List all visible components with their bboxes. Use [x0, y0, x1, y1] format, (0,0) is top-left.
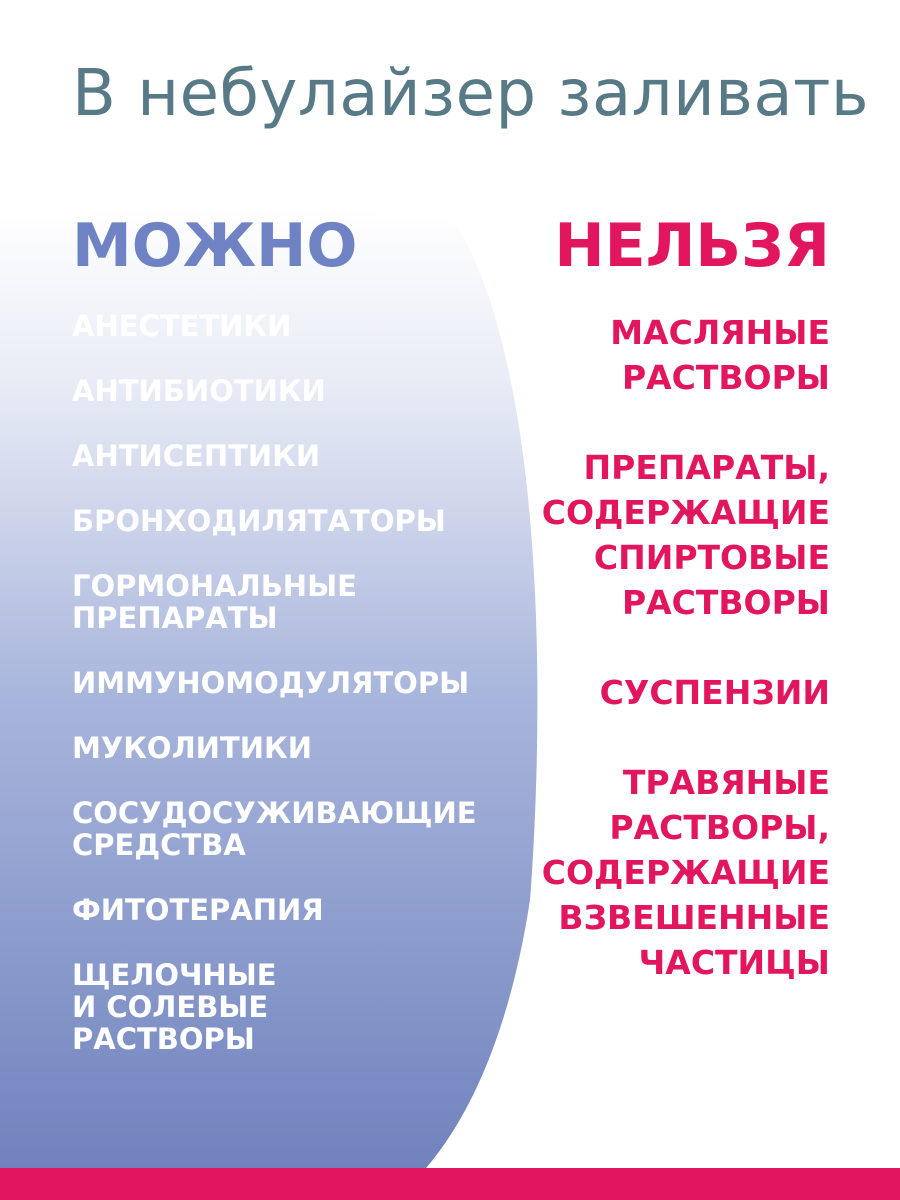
allowed-item: ГОРМОНАЛЬНЫЕ ПРЕПАРАТЫ [72, 569, 357, 635]
allowed-item: БРОНХОДИЛЯТАТОРЫ [72, 504, 446, 538]
forbidden-list [500, 310, 830, 1030]
bottom-accent-bar [0, 1168, 900, 1200]
forbidden-item: ПРЕПАРАТЫ, СОДЕРЖАЩИЕ СПИРТОВЫЕ РАСТВОРЫ [541, 448, 830, 622]
allowed-item: ФИТОТЕРАПИЯ [72, 893, 324, 927]
allowed-item: АНТИСЕПТИКИ [72, 439, 321, 473]
page-title: В небулайзер заливать [72, 57, 870, 131]
allowed-item: МУКОЛИТИКИ [72, 731, 312, 765]
allowed-list [72, 310, 492, 1088]
allowed-item: АНТИБИОТИКИ [72, 374, 326, 408]
allowed-item: ЩЕЛОЧНЫЕ И СОЛЕВЫЕ РАСТВОРЫ [72, 958, 277, 1056]
forbidden-item: МАСЛЯНЫЕ РАСТВОРЫ [610, 313, 830, 397]
allowed-item: ИММУНОМОДУЛЯТОРЫ [72, 666, 470, 700]
allowed-item: АНЕСТЕТИКИ [72, 309, 292, 343]
allowed-heading: МОЖНО [72, 211, 358, 281]
forbidden-item: ТРАВЯНЫЕ РАСТВОРЫ, СОДЕРЖАЩИЕ ВЗВЕШЕННЫЕ ЧАСТИЦЫ [541, 763, 830, 982]
forbidden-item: СУСПЕНЗИИ [599, 673, 830, 712]
allowed-item: СОСУДОСУЖИВАЮЩИЕ СРЕДСТВА [72, 796, 477, 862]
forbidden-heading: НЕЛЬЗЯ [554, 211, 830, 281]
